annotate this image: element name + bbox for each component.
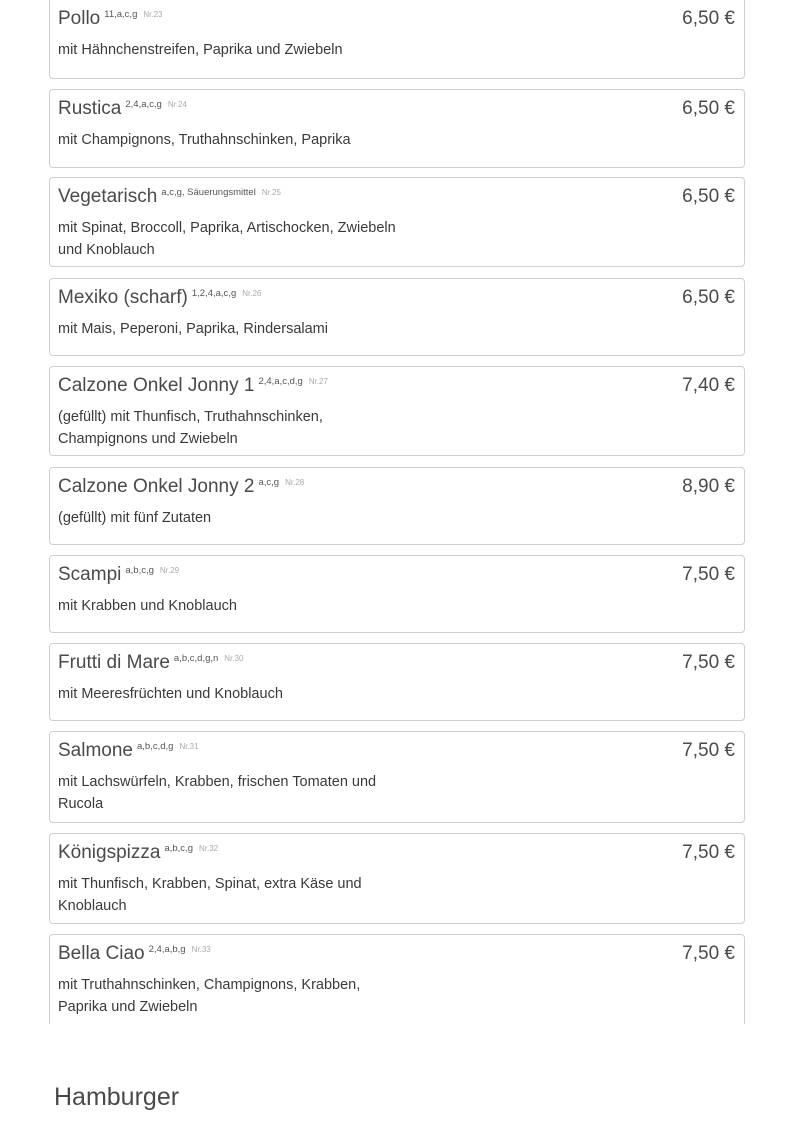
menu-item-description: mit Hähnchenstreifen, Paprika und Zwiebeln bbox=[58, 42, 343, 58]
menu-item-number: Nr.23 bbox=[143, 10, 163, 19]
menu-item-price: 7,50 € bbox=[682, 842, 735, 863]
menu-item-number: Nr.30 bbox=[224, 654, 244, 663]
menu-item-description: mit Krabben und Knoblauch bbox=[58, 598, 237, 614]
menu-item-description: mit Truthahnschinken, Champignons, Krabben, Paprika und Zwiebeln bbox=[58, 977, 361, 1015]
menu-item-card[interactable] bbox=[49, 467, 745, 545]
menu-item-name: Pollo bbox=[58, 8, 101, 29]
menu-item-price: 8,90 € bbox=[682, 476, 735, 497]
menu-item-name: Frutti di Mare bbox=[58, 652, 170, 673]
menu-item-description: mit Lachswürfeln, Krabben, frischen Tomaten und Rucola bbox=[58, 774, 377, 812]
menu-item-number: Nr.33 bbox=[191, 945, 211, 954]
menu-item-name: Rustica bbox=[58, 98, 122, 119]
menu-item-card[interactable] bbox=[49, 731, 745, 823]
menu-item-card[interactable] bbox=[49, 177, 745, 267]
menu-item-header bbox=[58, 842, 218, 864]
menu-item-allergens: 1,2,4,a,c,g bbox=[191, 288, 237, 299]
menu-item-allergens: a,c,g bbox=[258, 477, 280, 488]
menu-item-allergens: a,c,g, Säuerungsmittel bbox=[161, 187, 256, 198]
menu-item-price: 7,50 € bbox=[682, 740, 735, 761]
menu-item-price: 6,50 € bbox=[682, 186, 735, 207]
menu-item-header bbox=[58, 740, 199, 762]
menu-item-number: Nr.28 bbox=[285, 478, 305, 487]
menu-item-number: Nr.27 bbox=[308, 377, 328, 386]
menu-item-header bbox=[58, 98, 187, 120]
menu-item-header bbox=[58, 652, 243, 674]
menu-item-name: Scampi bbox=[58, 564, 122, 585]
menu-item-description: (gefüllt) mit Thunfisch, Truthahnschinken, Champignons und Zwiebeln bbox=[58, 409, 323, 447]
menu-item-description: (gefüllt) mit fünf Zutaten bbox=[58, 510, 212, 526]
menu-item-card[interactable] bbox=[49, 278, 745, 356]
menu-item-allergens: a,b,c,d,g,n bbox=[173, 653, 219, 664]
menu-item-card[interactable] bbox=[49, 934, 745, 1024]
menu-item-description: mit Mais, Peperoni, Paprika, Rindersalami bbox=[58, 321, 328, 337]
menu-item-allergens: 2,4,a,c,g bbox=[125, 99, 162, 110]
menu-item-name: Mexiko (scharf) bbox=[58, 287, 188, 308]
menu-item-header bbox=[58, 287, 261, 309]
menu-item-price: 7,50 € bbox=[682, 943, 735, 964]
menu-item-card[interactable] bbox=[49, 0, 745, 79]
menu-item-allergens: 2,4,a,b,g bbox=[148, 944, 186, 955]
menu-item-number: Nr.25 bbox=[261, 188, 281, 197]
menu-item-header bbox=[58, 375, 328, 397]
menu-item-name: Salmone bbox=[58, 740, 133, 761]
menu-item-allergens: 2,4,a,c,d,g bbox=[258, 376, 303, 387]
menu-item-name: Calzone Onkel Jonny 1 bbox=[58, 375, 255, 396]
menu-item-price: 6,50 € bbox=[682, 8, 735, 29]
menu-item-price: 7,50 € bbox=[682, 652, 735, 673]
menu-item-card[interactable] bbox=[49, 833, 745, 924]
menu-item-allergens: a,b,c,g bbox=[164, 843, 193, 854]
menu-item-name: Vegetarisch bbox=[58, 186, 158, 207]
menu-item-description: mit Spinat, Broccoll, Paprika, Artischocken, Zwiebeln und Knoblauch bbox=[58, 220, 396, 258]
menu-item-description: mit Meeresfrüchten und Knoblauch bbox=[58, 686, 283, 702]
menu-item-number: Nr.26 bbox=[242, 289, 262, 298]
menu-item-card[interactable] bbox=[49, 555, 745, 633]
menu-item-header bbox=[58, 564, 179, 586]
menu-item-number: Nr.31 bbox=[179, 742, 199, 751]
menu-item-number: Nr.24 bbox=[167, 100, 187, 109]
menu-item-name: Calzone Onkel Jonny 2 bbox=[58, 476, 255, 497]
menu-item-allergens: 11,a,c,g bbox=[104, 9, 138, 20]
section-title-hamburger: Hamburger bbox=[54, 1083, 180, 1111]
menu-item-price: 6,50 € bbox=[682, 98, 735, 119]
menu-item-price: 7,40 € bbox=[682, 375, 735, 396]
menu-item-card[interactable] bbox=[49, 89, 745, 168]
menu-item-header bbox=[58, 476, 304, 498]
menu-item-header bbox=[58, 8, 162, 30]
menu-item-description: mit Thunfisch, Krabben, Spinat, extra Käse und Knoblauch bbox=[58, 876, 362, 914]
menu-item-allergens: a,b,c,d,g bbox=[137, 741, 174, 752]
menu-item-price: 6,50 € bbox=[682, 287, 735, 308]
menu-item-price: 7,50 € bbox=[682, 564, 735, 585]
menu-item-header bbox=[58, 186, 281, 208]
menu-item-name: Bella Ciao bbox=[58, 943, 145, 964]
menu-item-number: Nr.29 bbox=[159, 566, 180, 575]
menu-item-card[interactable] bbox=[49, 643, 745, 721]
menu-item-number: Nr.32 bbox=[198, 844, 219, 853]
menu-item-allergens: a,b,c,g bbox=[125, 565, 154, 576]
menu-item-card[interactable] bbox=[49, 366, 745, 456]
menu-item-header bbox=[58, 943, 211, 965]
menu-item-description: mit Champignons, Truthahnschinken, Paprika bbox=[58, 132, 351, 148]
menu-item-name: Königspizza bbox=[58, 842, 161, 863]
